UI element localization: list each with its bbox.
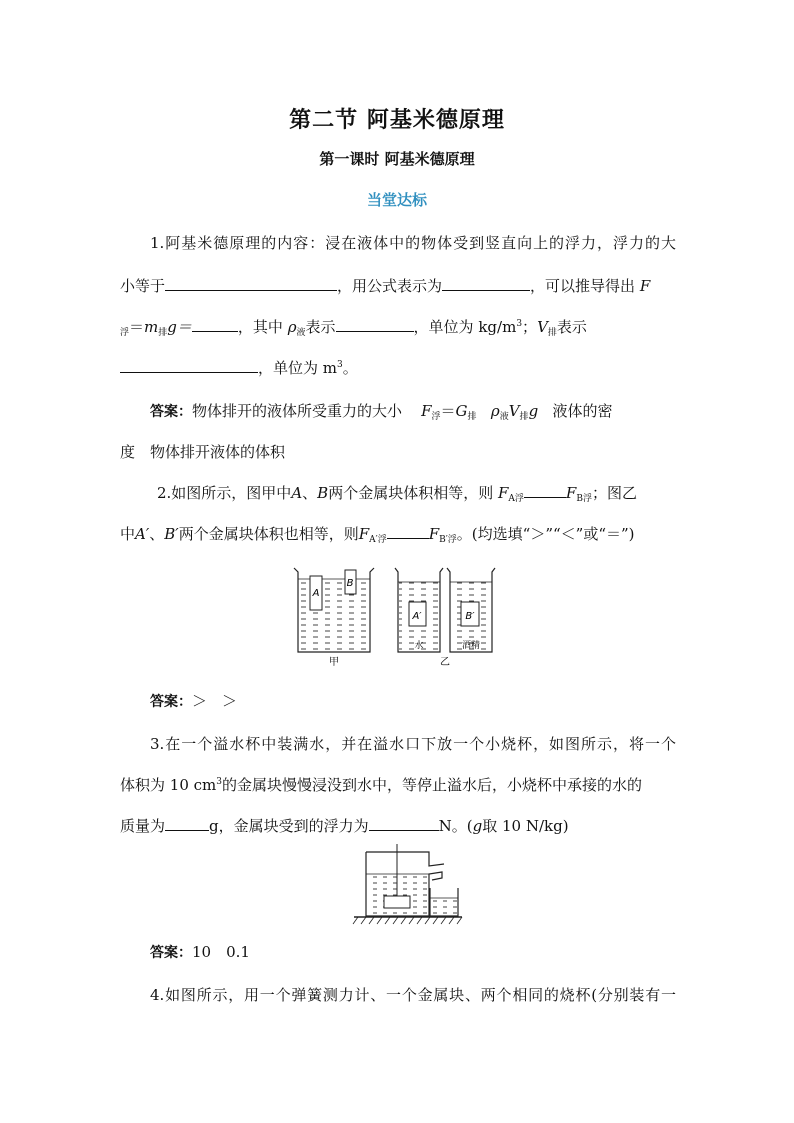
q3-line-2: 体积为 10 $cm^3$的金属块慢慢浸没到水中，等停止溢水后，小烧杯中承接的水的 (120, 776, 643, 794)
beaker-jia (294, 568, 374, 652)
answer-1-line-2: 度 物体排开液体的体积 (120, 443, 286, 461)
answer-blank[interactable] (442, 276, 530, 291)
label-B-prime: B′ (465, 611, 475, 622)
q3-line-1: 3.在一个溢水杯中装满水，并在溢水口下放一个小烧杯，如图所示，将一个 (150, 735, 676, 753)
beaker-alcohol (447, 568, 495, 652)
label-water: 水 (414, 641, 424, 651)
q4-line-1: 4.如图所示，用一个弹簧测力计、一个金属块、两个相同的烧杯(分别装有一 (150, 986, 676, 1004)
label-B: B (346, 578, 354, 589)
answer-blank[interactable] (192, 317, 238, 332)
beaker-water (395, 568, 443, 652)
answer-blank[interactable] (387, 524, 429, 539)
q3-line-3: 质量为 g，金属块受到的浮力为 N。(g取 10 N/kg) (120, 817, 569, 835)
answer-blank[interactable] (165, 816, 209, 831)
page-title: 第二节 阿基米德原理 (289, 107, 505, 133)
caption-jia: 甲 (329, 657, 339, 668)
label-alcohol: 酒精 (461, 641, 481, 651)
answer-blank[interactable] (165, 276, 337, 291)
figure-beakers-buoyancy (288, 562, 502, 670)
figure-overflow-cup (352, 844, 464, 930)
q2-line-1: 2.如图所示，图甲中A、B两个金属块体积相等，则 $F_{A浮}$ $F_{B浮}$；图乙 (157, 484, 637, 504)
q1-line-4: ，单位为 $m^3$。 (120, 357, 676, 378)
answer-blank[interactable] (336, 317, 414, 332)
caption-yi: 乙 (440, 657, 450, 668)
q1-line-1: 1.阿基米德原理的内容：浸在液体中的物体受到竖直向上的浮力，浮力的大 (150, 234, 676, 252)
q1-line-2: 小等于 ，用公式表示为 ，可以推导得出 F (120, 277, 651, 295)
label-A: A (312, 588, 320, 599)
section-heading: 当堂达标 (366, 191, 427, 209)
q1-line-3: $_浮=m_排g=$ ，其中 $\rho_液$表示 ，单位为 $kg/m^3$；$V_排$表示 (120, 318, 587, 338)
label-A-prime: A′ (412, 611, 422, 622)
answer-2: 答案：＞ ＞ (150, 692, 238, 710)
answer-1-line-1: 答案：物体排开的液体所受重力的大小 $F_浮=G_排$ $\rho_液V_排g$ 液体的密 (150, 402, 613, 422)
lesson-subtitle: 第一课时 阿基米德原理 (319, 150, 475, 168)
answer-blank[interactable] (369, 816, 439, 831)
answer-blank[interactable] (524, 483, 566, 498)
answer-3: 答案：10 0.1 (150, 943, 250, 961)
q2-line-2: 中A′、B′两个金属块体积也相等，则$F_{A'浮}$ $F_{B'浮}$。(均选填“＞”“＜”或“＝”) (120, 525, 635, 545)
answer-blank[interactable] (120, 358, 258, 373)
